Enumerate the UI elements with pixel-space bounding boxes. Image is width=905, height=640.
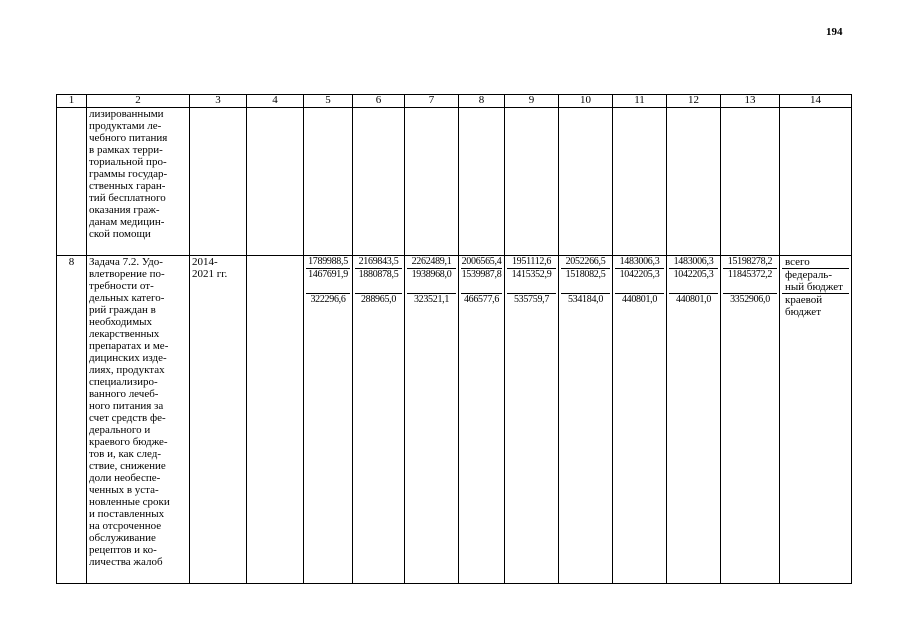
text-line: Задача 7.2. Удо- [89,256,163,268]
text-line: специализиро- [89,376,158,388]
text-line: ственных гаран- [89,180,166,192]
col-header: 12 [667,95,721,108]
value-col-6 [353,256,405,584]
text-line: краевого бюдже- [89,436,168,448]
text-line: ствие, снижение [89,460,166,472]
text-line: счет средств фе- [89,412,166,424]
budget-table [56,94,852,584]
value-federal: 1467691,9 [306,269,350,294]
value-regional: 534184,0 [567,294,604,305]
value-total: 2006565,4 [461,256,502,267]
text-line: препаратах и ме- [89,340,169,352]
text-line: дицинских изде- [89,352,167,364]
text-line: рий граждан в [89,304,156,316]
col-header: 7 [405,95,459,108]
text-line: лиях, продуктах [89,364,165,376]
text-line: лизированными [89,108,164,120]
value-regional: 288965,0 [360,294,397,305]
text-line: ториальной про- [89,156,167,168]
source-total: всего [782,256,849,269]
value-col-13 [721,256,780,584]
value-col-7 [405,256,459,584]
value-total: 2052266,5 [561,256,610,269]
text-line: дельных катего- [89,292,165,304]
value-total: 15198278,2 [723,256,777,269]
value-federal: 1042205,3 [615,269,664,294]
col-header: 13 [721,95,780,108]
text-line: ченных в уста- [89,484,159,496]
text-line: новленные сроки [89,496,170,508]
text-line: лекарственных [89,328,160,340]
text-line: необходимых [89,316,153,328]
value-federal: 1880878,5 [355,269,402,294]
value-total: 1789988,5 [306,256,350,269]
value-total: 2169843,5 [355,256,402,269]
text-line: оказания граж- [89,204,160,216]
col-header: 10 [559,95,613,108]
text-line: на отсроченное [89,520,162,532]
col-header: 4 [247,95,304,108]
value-regional: 322296,6 [310,294,346,305]
value-regional: 323521,1 [413,294,450,305]
source-regional: краевой бюджет [785,294,823,318]
value-federal: 1042205,3 [669,269,718,294]
value-col-11 [613,256,667,584]
text-line: тов и, как след- [89,448,162,460]
text-line: данам медицин- [89,216,165,228]
text-line: влетворение по- [89,268,165,280]
col-header: 3 [190,95,247,108]
value-total: 2262489,1 [407,256,456,269]
continued-row-text [87,108,190,256]
value-col-9 [505,256,559,584]
value-regional: 440801,0 [621,294,658,305]
col-header: 9 [505,95,559,108]
value-regional: 466577,6 [463,294,500,305]
col-header: 11 [613,95,667,108]
col-header: 1 [57,95,87,108]
value-federal: 1518082,5 [561,269,610,294]
source-federal: федераль- ный бюджет [782,269,849,294]
value-regional: 3352906,0 [730,294,770,305]
text-line: ской помощи [89,228,151,240]
col-header: 6 [353,95,405,108]
page-number: 194 [826,26,843,38]
value-col-12 [667,256,721,584]
text-line: рецептов и ко- [89,544,157,556]
text-line: личества жалоб [89,556,163,568]
value-col-10 [559,256,613,584]
value-col-5 [304,256,353,584]
task-description [87,256,190,584]
row-number: 8 [57,256,87,584]
row-task-7-2 [57,256,852,584]
value-federal: 11845372,2 [723,269,777,294]
funding-source [780,256,852,584]
period: 2014- 2021 гг. [190,256,247,584]
value-total: 1483006,3 [615,256,664,269]
text-line: ванного лечеб- [89,388,159,400]
text-line: требности от- [89,280,154,292]
text-line: продуктами ле- [89,120,162,132]
col-header: 14 [780,95,852,108]
continued-row [57,108,852,256]
value-col-8 [459,256,505,584]
value-regional: 535759,7 [513,294,550,305]
value-total: 1483006,3 [669,256,718,269]
col-header: 2 [87,95,190,108]
text-line: доли необеспе- [89,472,161,484]
value-federal: 1938968,0 [407,269,456,294]
col-header: 5 [304,95,353,108]
text-line: граммы государ- [89,168,168,180]
text-line: в рамках терри- [89,144,163,156]
text-line: обслуживание [89,532,156,544]
text-line: ного питания за [89,400,164,412]
text-line: дерального и [89,424,151,436]
text-line: и поставленных [89,508,165,520]
col-header: 8 [459,95,505,108]
value-regional: 440801,0 [675,294,712,305]
text-line: тий бесплатного [89,192,166,204]
value-federal: 1539987,8 [461,269,502,294]
value-total: 1951112,6 [507,256,556,269]
column-number-row [57,95,852,108]
text-line: чебного питания [89,132,168,144]
value-federal: 1415352,9 [507,269,556,294]
